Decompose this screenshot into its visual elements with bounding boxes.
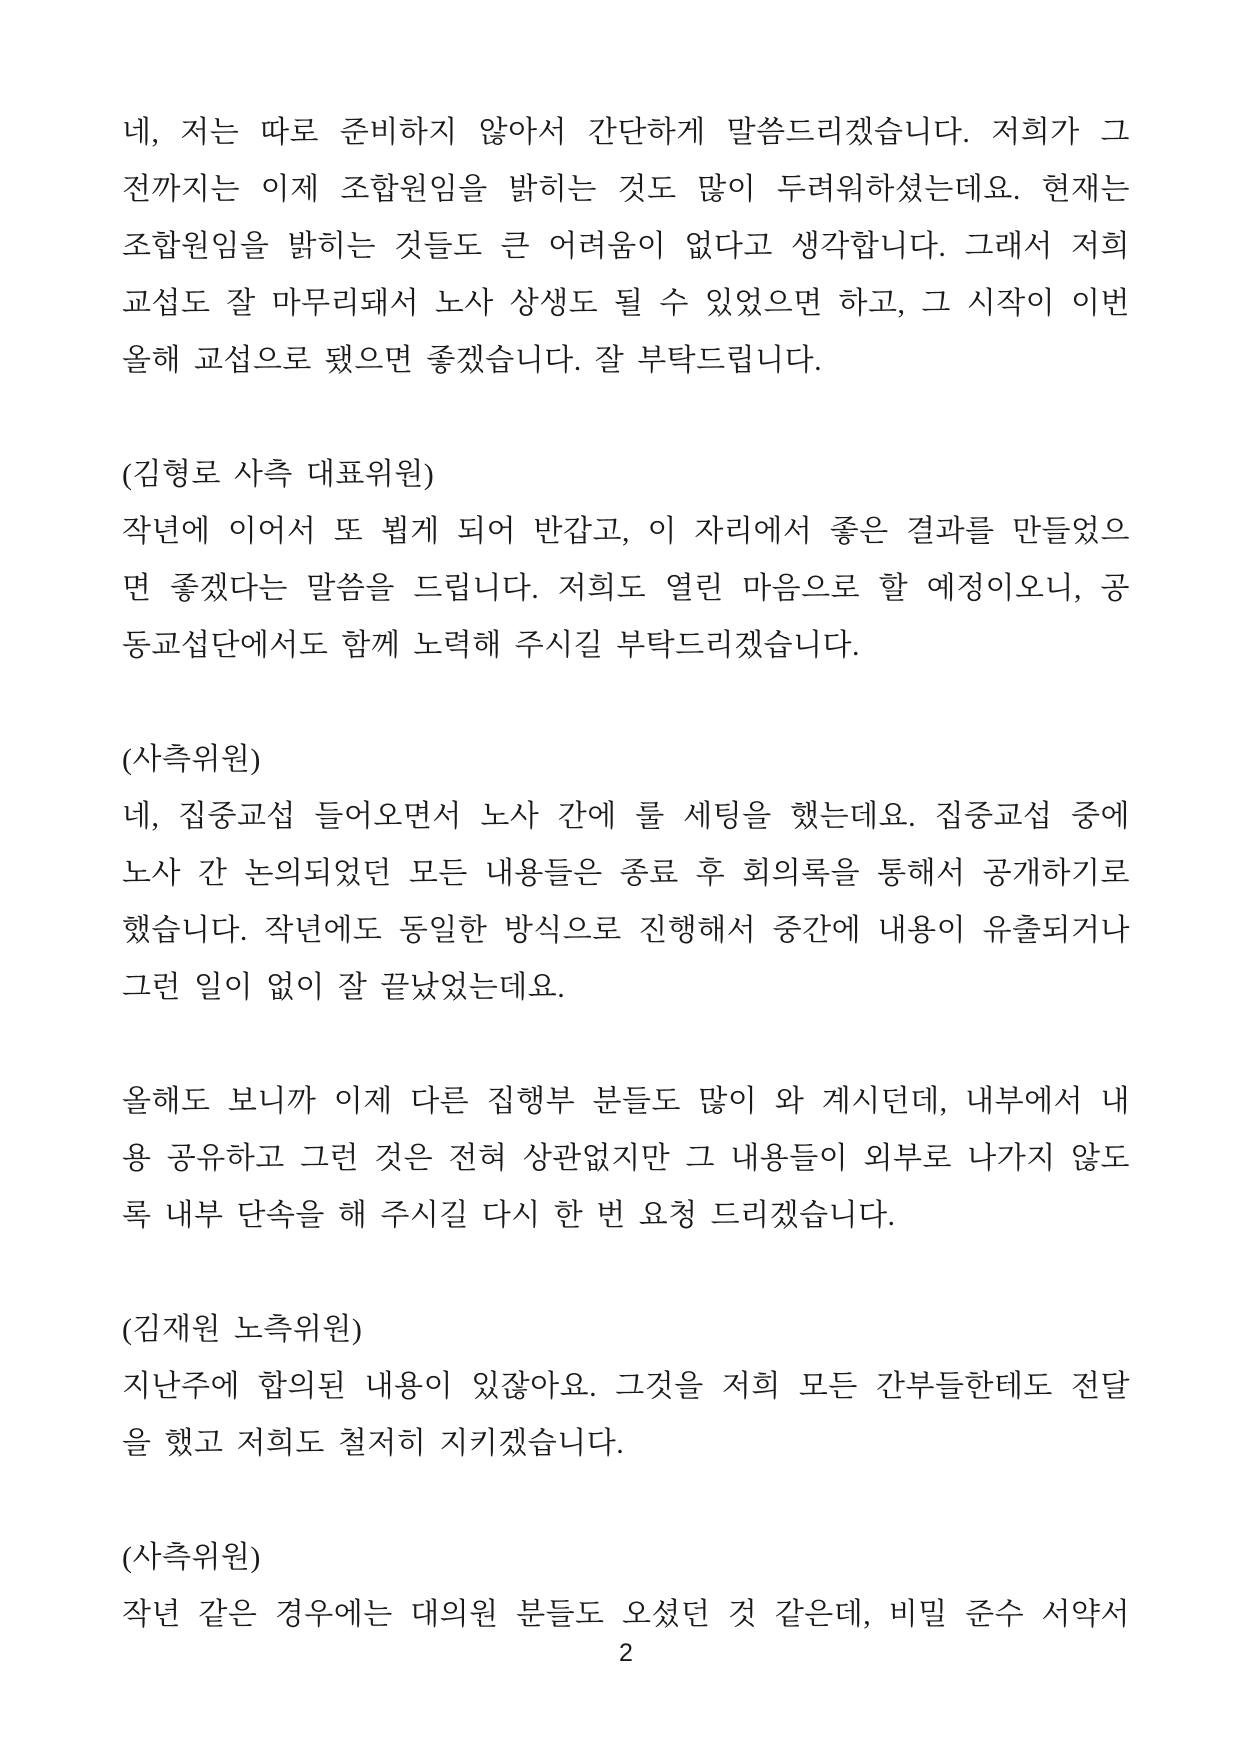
speaker-heading: (사측위원) bbox=[122, 743, 261, 776]
text-line: 작년에 이어서 또 뵙게 되어 반갑고, 이 자리에서 좋은 결과를 만들었으 bbox=[122, 515, 1130, 548]
text-line: 용 공유하고 그런 것은 전혀 상관없지만 그 내용들이 외부로 나가지 않도 bbox=[122, 1142, 1130, 1175]
text-line: 노사 간 논의되었던 모든 내용들은 종료 후 회의록을 통해서 공개하기로 bbox=[122, 857, 1130, 890]
text-line: 작년 같은 경우에는 대의원 분들도 오셨던 것 같은데, 비밀 준수 서약서 bbox=[122, 1598, 1130, 1631]
text-line: 록 내부 단속을 해 주시길 다시 한 번 요청 드리겠습니다. bbox=[122, 1199, 896, 1232]
blank-line bbox=[122, 1244, 1130, 1301]
blank-line bbox=[122, 1472, 1130, 1529]
text-line: 면 좋겠다는 말씀을 드립니다. 저희도 열린 마음으로 할 예정이오니, 공 bbox=[122, 572, 1130, 605]
speaker-heading: (김형로 사측 대표위원) bbox=[122, 458, 435, 491]
text-line: 네, 저는 따로 준비하지 않아서 간단하게 말씀드리겠습니다. 저희가 그 bbox=[122, 116, 1130, 149]
text-line: 올해 교섭으로 됐으면 좋겠습니다. 잘 부탁드립니다. bbox=[122, 344, 823, 377]
speaker-heading: (김재원 노측위원) bbox=[122, 1313, 363, 1346]
text-line: 올해도 보니까 이제 다른 집행부 분들도 많이 와 계시던데, 내부에서 내 bbox=[122, 1085, 1130, 1118]
page-number: 2 bbox=[619, 1639, 633, 1667]
text-line: 지난주에 합의된 내용이 있잖아요. 그것을 저희 모든 간부들한테도 전달 bbox=[122, 1370, 1130, 1403]
text-line: 을 했고 저희도 철저히 지키겠습니다. bbox=[122, 1427, 625, 1460]
speaker-heading: (사측위원) bbox=[122, 1541, 261, 1574]
text-line: 교섭도 잘 마무리돼서 노사 상생도 될 수 있었으면 하고, 그 시작이 이번 bbox=[122, 287, 1130, 320]
page-footer bbox=[122, 1638, 1130, 1668]
text-line: 전까지는 이제 조합원임을 밝히는 것도 많이 두려워하셨는데요. 현재는 bbox=[122, 173, 1130, 206]
blank-line bbox=[122, 674, 1130, 731]
blank-line bbox=[122, 1016, 1130, 1073]
text-line: 동교섭단에서도 함께 노력해 주시길 부탁드리겠습니다. bbox=[122, 629, 861, 662]
blank-line bbox=[122, 389, 1130, 446]
text-line: 그런 일이 없이 잘 끝났었는데요. bbox=[122, 971, 566, 1004]
text-line: 했습니다. 작년에도 동일한 방식으로 진행해서 중간에 내용이 유출되거나 bbox=[122, 914, 1130, 947]
text-line: 조합원임을 밝히는 것들도 큰 어려움이 없다고 생각합니다. 그래서 저희 bbox=[122, 230, 1130, 263]
document-content bbox=[122, 104, 1130, 1643]
text-line: 네, 집중교섭 들어오면서 노사 간에 룰 세팅을 했는데요. 집중교섭 중에 bbox=[122, 800, 1130, 833]
